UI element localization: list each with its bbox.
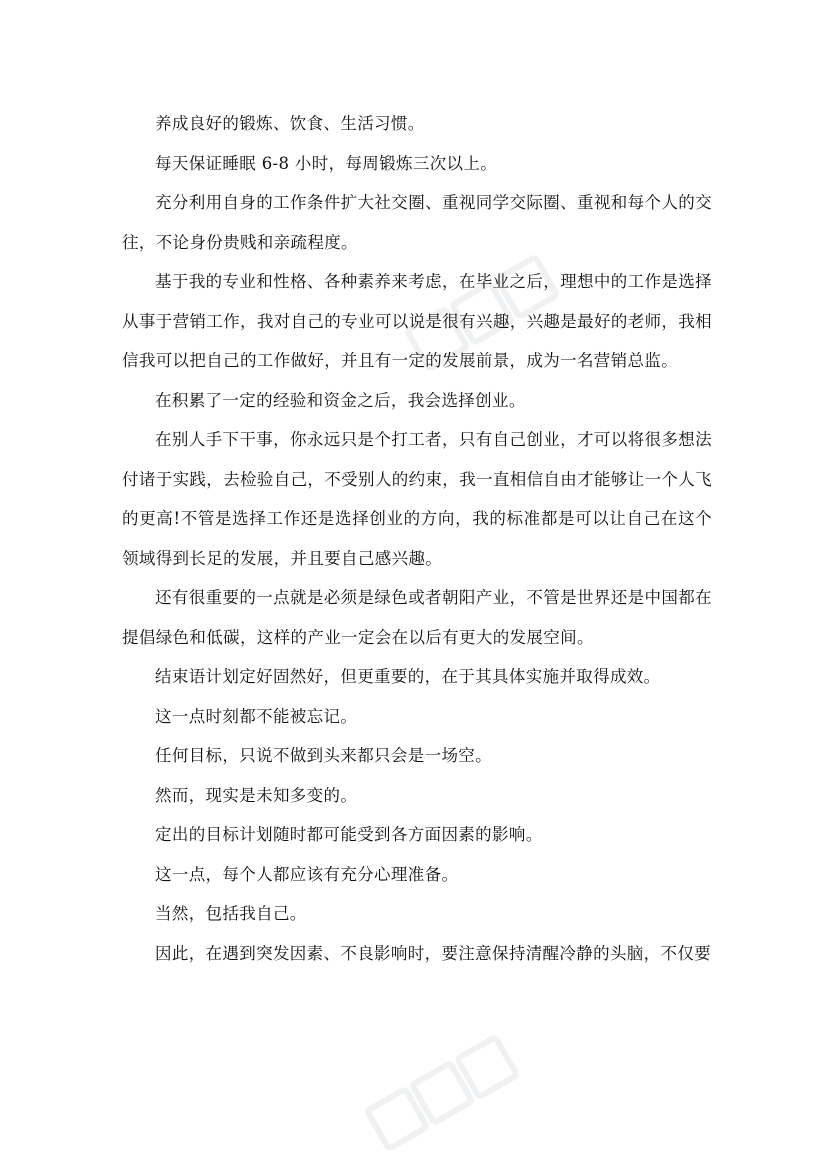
paragraph: 定出的目标计划随时都可能受到各方面因素的影响。 (155, 825, 543, 844)
paragraph: 每天保证睡眠 6-8 小时，每周锻炼三次以上。 (155, 153, 498, 173)
paragraph: 任何目标，只说不做到头来都只会是一场空。 (155, 746, 492, 765)
paragraph: 因此，在遇到突发因素、不良影响时，要注意保持清醒冷静的头脑，不仅要 (155, 943, 712, 963)
paragraph: 养成良好的锻炼、饮食、生活习惯。 (155, 114, 425, 133)
paragraph: 这一点时刻都不能被忘记。 (155, 706, 358, 726)
paragraph: 这一点，每个人都应该有充分心理准备。 (155, 864, 459, 884)
paragraph: 还有很重要的一点就是必须是绿色或者朝阳产业，不管是世界还是中国都在提倡绿色和低碳，这样的产业一定会在以后有更大的发展空间。 (122, 588, 712, 647)
paragraph: 然而，现实是未知多变的。 (155, 785, 358, 805)
paragraph: 充分利用自身的工作条件扩大社交圈、重视同学交际圈、重视和每个人的交往，不论身份贵贱和亲疏程度。 (122, 193, 712, 252)
paragraph: 基于我的专业和性格、各种素养来考虑，在毕业之后，理想中的工作是选择从事于营销工作，我对自己的专业可以说是很有兴趣，兴趣是最好的老师，我相信我可以把自己的工作做好，并且有一定的发展前景，成为一名营销总监。 (122, 272, 712, 370)
document-body (122, 104, 712, 973)
paragraph: 在积累了一定的经验和资金之后，我会选择创业。 (155, 390, 526, 410)
paragraph: 当然，包括我自己。 (155, 904, 307, 923)
paragraph: 在别人手下干事，你永远只是个打工者，只有自己创业，才可以将很多想法付诸于实践，去检验自己，不受别人的约束，我一直相信自由才能够让一个人飞的更高!不管是选择工作还是选择创业的方向，我的标准都是可以让自己在这个领域得到长足的发展，并且要自己感兴趣。 (122, 430, 712, 568)
paragraph: 结束语计划定好固然好，但更重要的，在于其具体实施并取得成效。 (155, 667, 661, 686)
